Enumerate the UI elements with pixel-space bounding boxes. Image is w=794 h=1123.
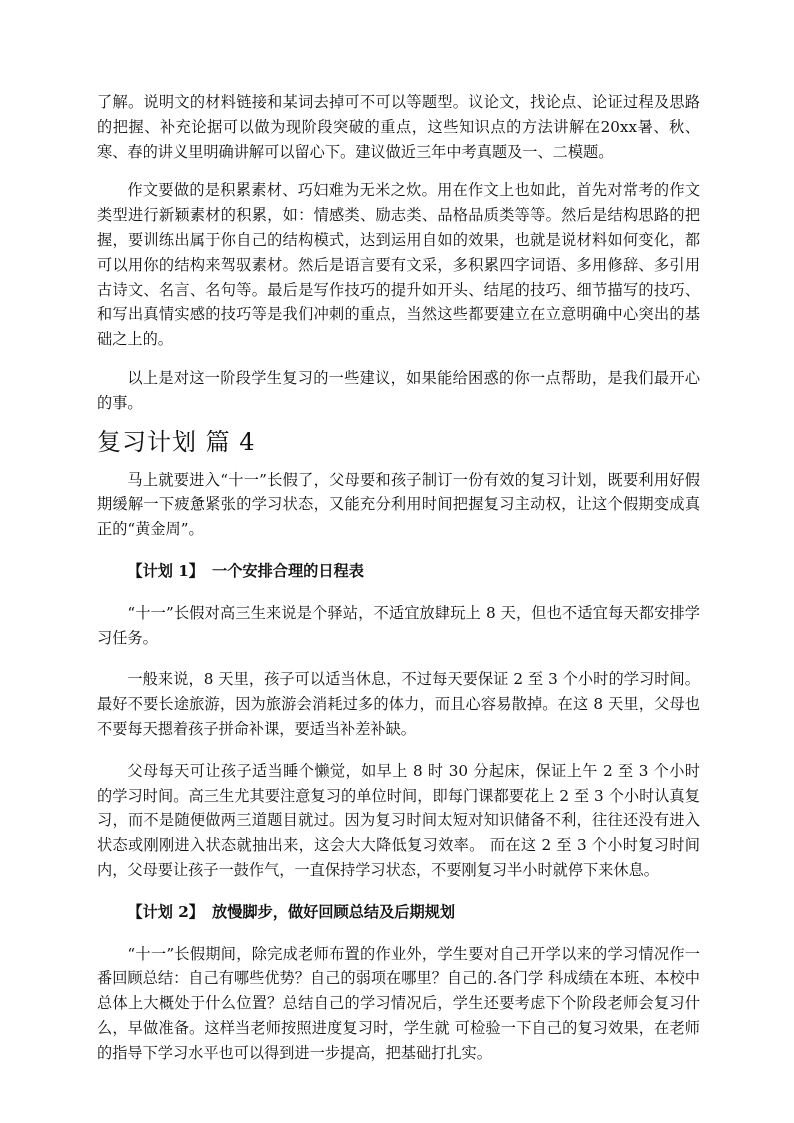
plan-1-paragraph: 父母每天可让孩子适当睡个懒觉，如早上 8 时 30 分起床，保证上午 2 至 3 个小时的学习时间。高三生尤其要注意复习的单位时间，即每门课都要花上 2 至 3 个小时认真复习，而不是随便做两三道题目就过。因为复习时间太短对知识储备不利，往往还没有进入状态或刚刚进入状态就抽出来，这会大大降低复习效率。 而在这 2 至 3 个小时复习时间内，父母要让孩子一鼓作气，一直保持学习状态，不要刚复习半小时就停下来休息。 (97, 761, 700, 879)
plan-1-title: 一个安排合理的日程表 (212, 561, 364, 580)
plan-1-paragraph: “十一”长假对高三生来说是个驿站，不适宜放肆玩上 8 天，但也不适宜每天都安排学习任务。 (97, 603, 700, 647)
plan-1-heading (127, 559, 700, 584)
paragraph-composition: 作文要做的是积累素材、巧妇难为无米之炊。用在作文上也如此，首先对常考的作文类型进行新颖素材的积累，如：情感类、励志类、品格品质类等等。然后是结构思路的把握，要训练出属于你自己的结构模式，达到运用自如的效果，也就是说材料如何变化，都可以用你的结构来驾驭素材。然后是语言要有文采，多积累四字词语、多用修辞、多引用古诗文、名言、名句等。最后是写作技巧的提升如开头、结尾的技巧、细节描写的技巧、和写出真情实感的技巧等是我们冲刺的重点，当然这些都要建立在立意明确中心突出的基础之上的。 (97, 181, 700, 349)
plan-2-title: 放慢脚步，做好回顾总结及后期规划 (212, 902, 455, 921)
paragraph-intro: 马上就要进入“十一”长假了，父母要和孩子制订一份有效的复习计划，既要利用好假期缓解一下疲惫紧张的学习状态，又能充分利用时间把握复习主动权，让这个假期变成真正的“黄金周”。 (97, 470, 700, 539)
paragraph-exam-types: 了解。说明文的材料链接和某词去掉可不可以等题型。议论文，找论点、论证过程及思路的把握、补充论据可以做为现阶段突破的重点，这些知识点的方法讲解在20xx暑、秋、寒、春的讲义里明确讲解可以留心下。建议做近三年中考真题及一、二模题。 (97, 93, 700, 161)
plan-1-label: 【计划 1】 (127, 561, 204, 580)
section-title: 复习计划 篇 4 (97, 427, 256, 456)
plan-2-label: 【计划 2】 (127, 902, 204, 921)
plan-1-paragraph: 一般来说，8 天里，孩子可以适当休息，不过每天要保证 2 至 3 个小时的学习时间。最好不要长途旅游，因为旅游会消耗过多的体力，而且心容易散掉。在这 8 天里，父母也不要每天摁着孩子拼命补课，要适当补差补缺。 (97, 670, 700, 738)
plan-2-heading (127, 900, 700, 925)
plan-2-paragraph: “十一”长假期间，除完成老师布置的作业外，学生要对自己开学以来的学习情况作一番回顾总结：自己有哪些优势？自己的弱项在哪里？自己的.各门学 科成绩在本班、本校中总体上大概处于什么位置？总结自己的学习情况后，学生还要考虑下个阶段老师会复习什么，早做准备。这样当老师按照进度复习时，学生就 可检验一下自己的复习效果，在老师的指导下学习水平也可以得到进一步提高，把基础打扎实。 (97, 944, 700, 1062)
paragraph-closing-advice: 以上是对这一阶段学生复习的一些建议，如果能给困惑的你一点帮助，是我们最开心的事。 (97, 368, 700, 412)
document-page (97, 90, 700, 1066)
